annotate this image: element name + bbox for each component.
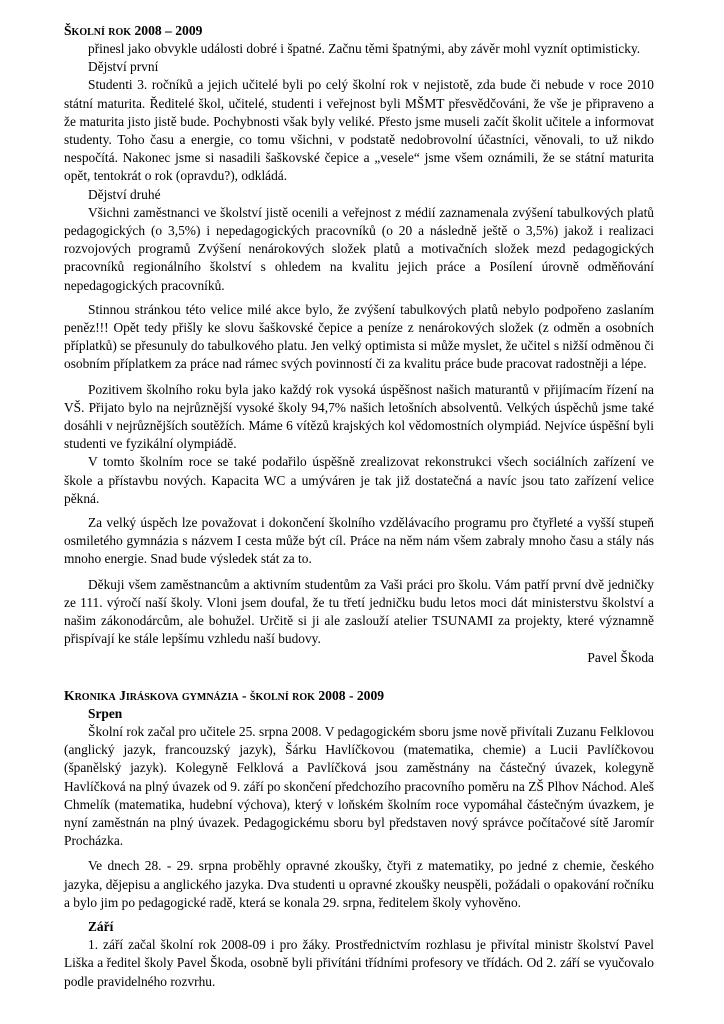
srpen-paragraph-2: Ve dnech 28. - 29. srpna proběhly opravné zkoušky, čtyři z matematiky, po jedné z chemie, českého jazyka, dějepisu a anglického jazyka. Dva studenti u opravné zkoušky neuspěli, požádali o opakování ročníku a bylo jim po pedagogické radě, která se konala 29. srpna, ředitelem školy vyhověno.	[64, 858, 654, 910]
act-two-paragraph-2: Stinnou stránkou této velice milé akce bylo, že zvýšení tabulkových platů nebylo podpořeno zaslaním peněz!!! Opět tedy přišly ke slovu šaškovské čepice a peníze z nenárokových složek (z odměn a osobních příplatků) se přesunuly do tabulkového platu. Jen velký optimista si může myslet, že učitel s nižší odměnou či osobním příplatkem za práce nad rámec svých povinností či za kvalitu práce bude pracovat radostněji a lépe.	[64, 301, 654, 372]
act-two-heading: Dějství druhé	[88, 186, 161, 202]
program-paragraph: Za velký úspěch lze považovat i dokončení školního vzdělávacího programu pro čtyřleté a vyšší stupeň osmiletého gymnázia s názvem I cesta může být cíl. Práce na něm nám všem zabraly mnoho času a stály nás mnoho energie. Snad bude výsledek stát za to.	[64, 515, 654, 567]
positive-paragraph: Pozitivem školního roku byla jako každý rok vysoká úspěšnost našich maturantů v přijímacím řízení na VŠ. Přijato bylo na nejrůznější vysoké školy 94,7% našich letošních absolventů. Velkých úspěchů jsme také dosáhli v nejrůznějších soutěžích. Máme 6 vítězů krajských kol vědomostních olympiád. Nejvíce úspěšní byli studenti ve fyzikální olympiádě.	[64, 381, 654, 452]
intro-paragraph: přinesl jako obvykle události dobré i špatné. Začnu těmi špatnými, aby závěr mohl vyznít optimisticky.	[88, 41, 641, 56]
document-page	[64, 22, 654, 991]
signature: Pavel Škoda	[587, 649, 654, 665]
month-heading-srpen: Srpen	[88, 705, 123, 721]
act-one-heading: Dějství první	[88, 59, 159, 75]
thanks-paragraph: Děkuji všem zaměstnancům a aktivním studentům za Vaši práci pro školu. Vám patří první dvě jedničky ze 111. výročí naší školy. Vloni jsem doufal, že tu třetí jedničku budu letos moci dát ministerstvu školství a našim zákonodárcům, ale bohužel. Určitě si ji ale zaslouží atelier TSUNAMI za projekty, které významně přispívají ke stále lepšímu vzhledu naší budovy.	[64, 576, 654, 647]
act-one-paragraph: Studenti 3. ročníků a jejich učitelé byli po celý školní rok v nejistotě, zda bude či nebude v roce 2010 státní maturita. Ředitelé škol, učitelé, studenti i veřejnost byli MŠMT přesvědčováni, že vše je připraveno a že maturita jisto jistě bude. Pochybnosti však byly veliké. Přesto jsme museli začít školit učitele a informovat studenty. Toho času a energie, co tomu všichni, v podstatě nedobrovolní účastníci, věnovali, to už nikdo nespočítá. Nakonec jsme si nasadili šaškovské čepice a „vesele“ jsme všem oznámili, že se státní maturita opět, tentokrát o rok (opravdu?), odkládá.	[64, 77, 654, 184]
chronicle-title: Kronika Jiráskova gymnázia - školní rok 2008 - 2009	[64, 687, 385, 703]
srpen-paragraph: Školní rok začal pro učitele 25. srpna 2008. V pedagogickém sboru jsme nově přivítali Zuzanu Felklovou (anglický jazyk, francouzský jazyk), Šárku Havlíčkovou (matematika, chemie) a Lucii Pavlíčkovou (španělský jazyk). Kolegyně Felklová a Pavlíčková jsou zaměstnány na částečný úvazek, kolegyně Havlíčková na plný úvazek od 9. září po skončení předchozího pracovního poměru na ZŠ Plhov Náchod. Aleš Chmelík (matematika, hudební výchova), který v loňském školním roce vypomáhal částečným úvazkem, je nyní zaměstnán na plný úvazek. Pedagogickému sboru byl představen nový správce počítačové sítě Jaromír Procházka.	[64, 723, 654, 849]
act-two-paragraph: Všichni zaměstnanci ve školství jistě ocenili a veřejnost z médií zaznamenala zvýšení tabulkových platů pedagogických (o 3,5%) i nepedagogických pracovníků (o 20 a následně ještě o 3,5%) jakož i realizaci rozvojových programů Zvýšení nenárokových složek platů a motivačních složek mezd pedagogických pracovníků regionálního školství s ohledem na kvalitu jejich práce a Posílení úrovně odměňování nepedagogických pracovníků.	[64, 204, 654, 293]
month-heading-zari: Září	[88, 918, 114, 934]
section-title-school-year: Školní rok 2008 – 2009	[64, 23, 203, 38]
zari-paragraph: 1. září začal školní rok 2008-09 i pro žáky. Prostřednictvím rozhlasu je přivítal ministr školství Pavel Liška a ředitel školy Pavel Škoda, osobně byli přivítáni třídními profesory ve třídách. Od 2. září se vyučovalo podle pravidelného rozvrhu.	[64, 937, 654, 989]
reconstruction-paragraph: V tomto školním roce se také podařilo úspěšně zrealizovat rekonstrukci všech sociálních zařízení ve škole a přístavbu nových. Kapacita WC a umýváren je tak již dostatečná a navíc jsou tato zařízení velice pěkná.	[64, 454, 654, 506]
